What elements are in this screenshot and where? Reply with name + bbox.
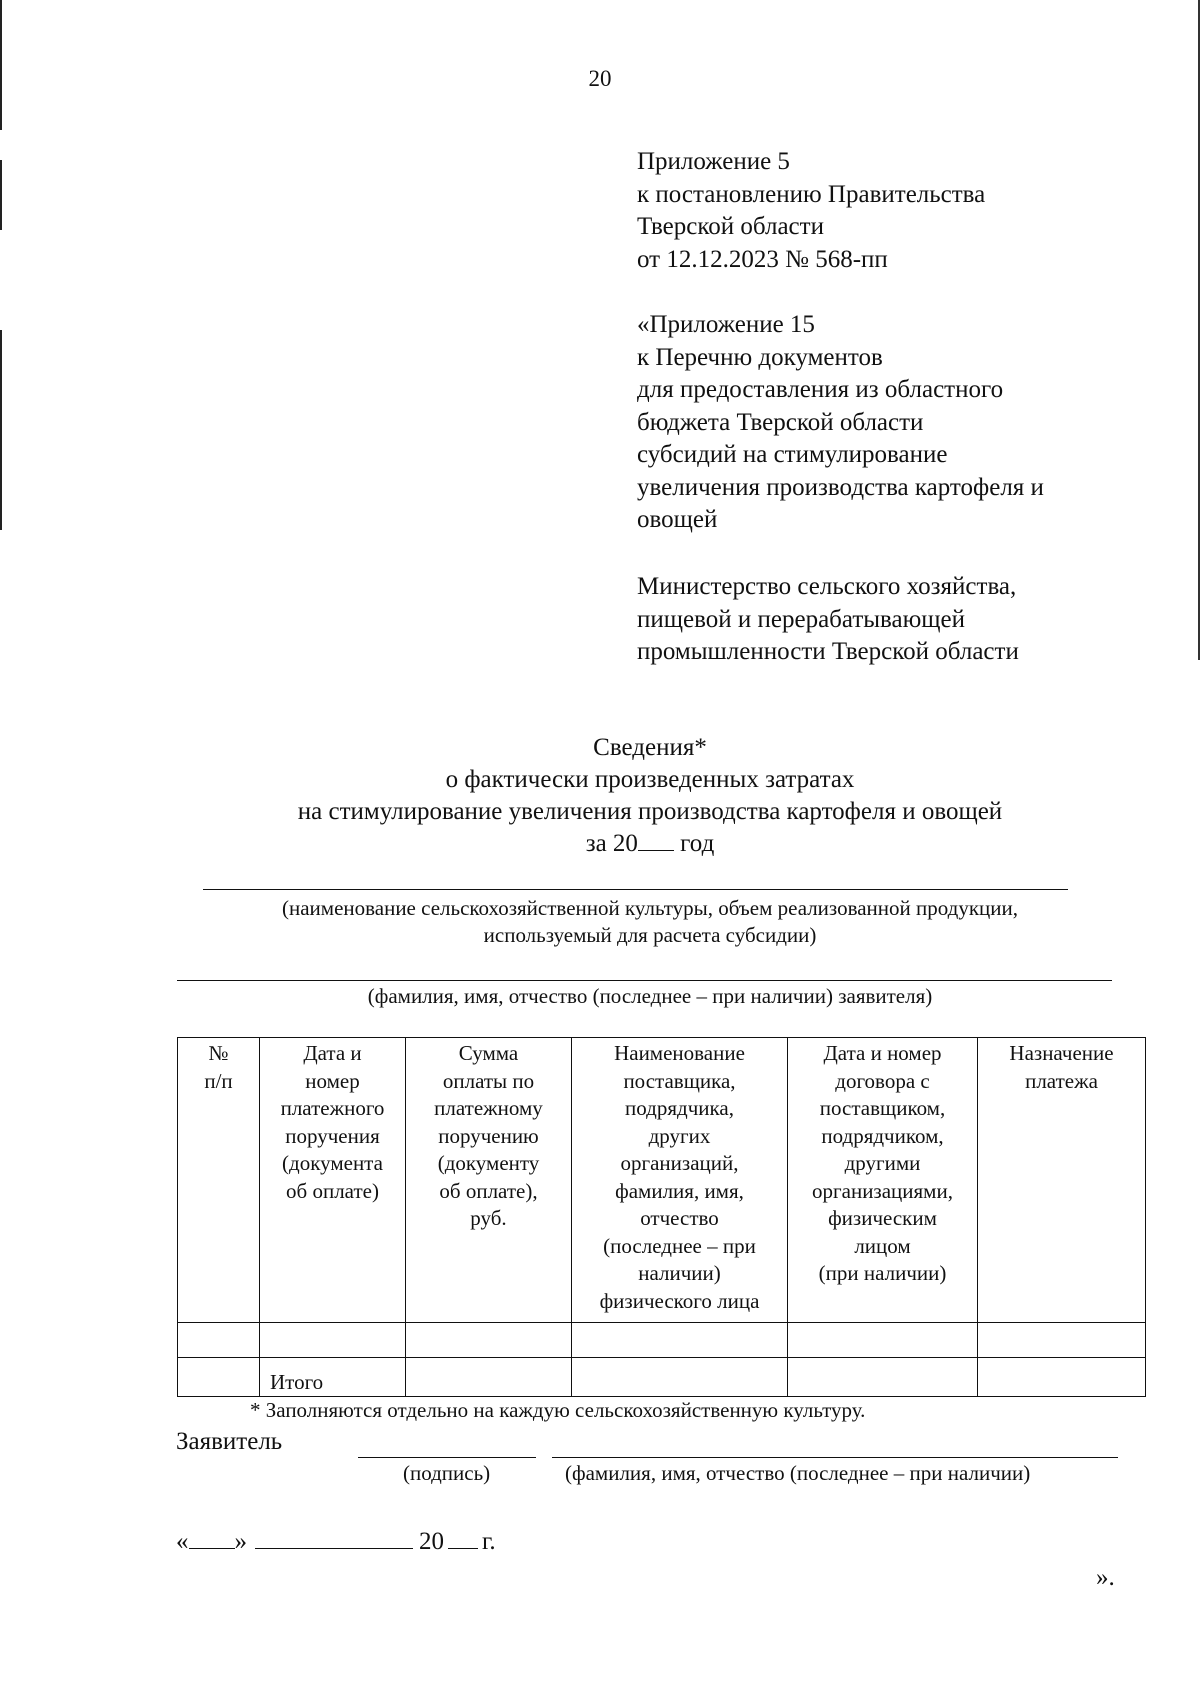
- appendix-line: бюджета Тверской области: [637, 408, 924, 436]
- table-header-row: [178, 1038, 1146, 1323]
- table-cell[interactable]: [178, 1358, 260, 1397]
- column-header-supplier: Наименование поставщика, подрядчика, других организаций, фамилия, имя, отчество (последнее – при наличии) физического лица: [572, 1038, 788, 1323]
- month-blank-field[interactable]: [255, 1526, 413, 1549]
- column-header-payment-order: Дата и номер платежного поручения (документа об оплате): [260, 1038, 406, 1323]
- addressee: [637, 571, 1117, 669]
- scan-edge-mark: [0, 0, 2, 130]
- caption-line: (наименование сельскохозяйственной культуры, объем реализованной продукции,: [281, 896, 1018, 920]
- title-year-line: [0, 828, 1200, 860]
- appendix-inner-reference: [637, 309, 1117, 537]
- title-year-suffix: год: [673, 830, 715, 857]
- date-open-quote: «: [176, 1528, 189, 1555]
- table-cell[interactable]: [978, 1358, 1146, 1397]
- signer-name-fill-line[interactable]: [552, 1457, 1118, 1458]
- column-header-amount: Сумма оплаты по платежному поручению (документу об оплате), руб.: [406, 1038, 572, 1323]
- date-close-quote: »: [234, 1528, 247, 1555]
- culture-fill-line[interactable]: [203, 889, 1068, 890]
- column-header-purpose: Назначение платежа: [978, 1038, 1146, 1323]
- table-cell[interactable]: [572, 1323, 788, 1358]
- culture-caption: [0, 895, 1200, 949]
- table-total-row: [178, 1358, 1146, 1397]
- table-cell[interactable]: [978, 1323, 1146, 1358]
- caption-line: используемый для расчета субсидии): [483, 923, 817, 947]
- signature-fill-line[interactable]: [358, 1457, 536, 1458]
- table-cell[interactable]: [572, 1358, 788, 1397]
- applicant-name-caption: [0, 983, 1200, 1010]
- table-cell[interactable]: [788, 1323, 978, 1358]
- appendix-line: к постановлению Правительства: [637, 180, 986, 208]
- signer-name-caption: (фамилия, имя, отчество (последнее – при наличии): [565, 1461, 1031, 1485]
- caption-line: (фамилия, имя, отчество (последнее – при наличии) заявителя): [367, 984, 933, 1008]
- addressee-line: Министерство сельского хозяйства,: [637, 573, 1017, 600]
- table-cell[interactable]: [406, 1323, 572, 1358]
- appendix-line: Тверской области: [637, 213, 824, 240]
- page-number: 20: [588, 66, 612, 91]
- table-row: [178, 1323, 1146, 1358]
- appendix-line: Приложение 5: [637, 148, 790, 175]
- footnote: * Заполняются отдельно на каждую сельскохозяйственную культуру.: [250, 1398, 866, 1422]
- total-label: Итого: [260, 1358, 406, 1397]
- day-blank-field[interactable]: [189, 1526, 235, 1549]
- appendix-line: к Перечню документов: [637, 343, 883, 371]
- applicant-name-fill-line[interactable]: [177, 980, 1112, 981]
- applicant-label: Заявитель: [176, 1428, 283, 1455]
- date-year-suffix: г.: [482, 1528, 496, 1555]
- document-title: [0, 732, 1200, 860]
- table-cell[interactable]: [788, 1358, 978, 1397]
- date-line: [176, 1526, 496, 1556]
- column-header-number: № п/п: [178, 1038, 260, 1323]
- title-year-prefix: за 20: [585, 830, 638, 857]
- appendix-line: овощей: [637, 506, 718, 533]
- title-line: о фактически произведенных затратах: [445, 766, 855, 793]
- table-cell[interactable]: [260, 1323, 406, 1358]
- table-cell[interactable]: [178, 1323, 260, 1358]
- addressee-line: промышленности Тверской области: [637, 638, 1019, 665]
- appendix-line: «Приложение 15: [637, 311, 815, 338]
- appendix-line: увеличения производства картофеля и: [637, 473, 1044, 501]
- title-line: Сведения*: [593, 734, 707, 761]
- signature-caption: (подпись): [403, 1461, 491, 1485]
- appendix-line: от 12.12.2023 № 568-пп: [637, 245, 888, 273]
- closing-quote: ».: [1096, 1564, 1115, 1591]
- appendix-line: субсидий на стимулирование: [637, 441, 948, 468]
- column-header-contract: Дата и номер договора с поставщиком, подрядчиком, другими организациями, физическим лицом (при наличии): [788, 1038, 978, 1323]
- addressee-line: пищевой и перерабатывающей: [637, 605, 966, 633]
- appendix-line: для предоставления из областного: [637, 376, 1004, 403]
- scan-edge-mark: [0, 160, 2, 230]
- year-blank-field[interactable]: [448, 1526, 478, 1549]
- title-line: на стимулирование увеличения производства картофеля и овощей: [297, 798, 1003, 825]
- appendix-reference: [637, 146, 1117, 276]
- date-year-prefix: 20: [419, 1528, 444, 1555]
- total-amount-cell[interactable]: [406, 1358, 572, 1397]
- year-blank-field[interactable]: [638, 830, 674, 851]
- costs-table: [177, 1037, 1146, 1397]
- scan-edge-mark: [0, 330, 2, 530]
